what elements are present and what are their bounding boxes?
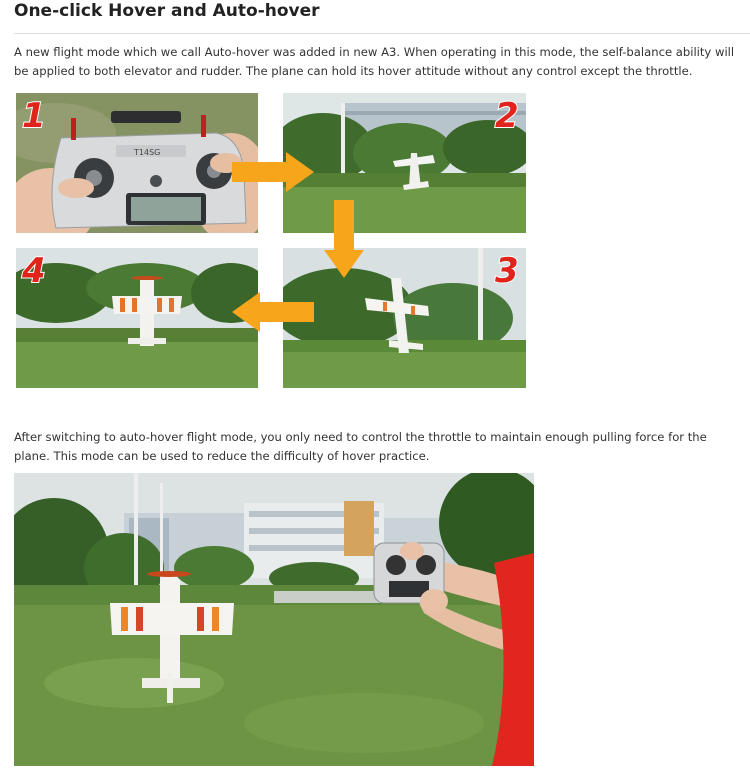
- arrow-left-icon: [230, 290, 318, 334]
- step-2-photo: [283, 93, 526, 233]
- step-3-photo: [283, 248, 526, 388]
- arrow-right-icon: [228, 150, 318, 194]
- step-2-number: 2: [495, 96, 519, 136]
- step-4-photo: [16, 248, 258, 388]
- intro-paragraph: A new flight mode which we call Auto-hover was added in new A3. When operating in this mode, the self-balance ability will be applied to both elevator and rudder. The plane can hold its hover attitude without any control except the throttle.: [14, 45, 735, 78]
- second-paragraph: After switching to auto-hover flight mode, you only need to control the throttle to maintain enough pulling force for the plane. This mode can be used to reduce the difficulty of hover practice.: [14, 430, 707, 463]
- step-1-number: 1: [22, 96, 46, 136]
- step-4-number: 4: [22, 251, 46, 291]
- transmitter-label: T14SG: [134, 148, 161, 157]
- title-divider: [14, 33, 750, 34]
- page-title: One-click Hover and Auto-hover: [14, 1, 320, 21]
- step-1-photo: [16, 93, 258, 233]
- arrow-down-icon: [322, 198, 366, 280]
- step-3-number: 3: [495, 251, 519, 291]
- hover-demo-photo: [14, 473, 534, 766]
